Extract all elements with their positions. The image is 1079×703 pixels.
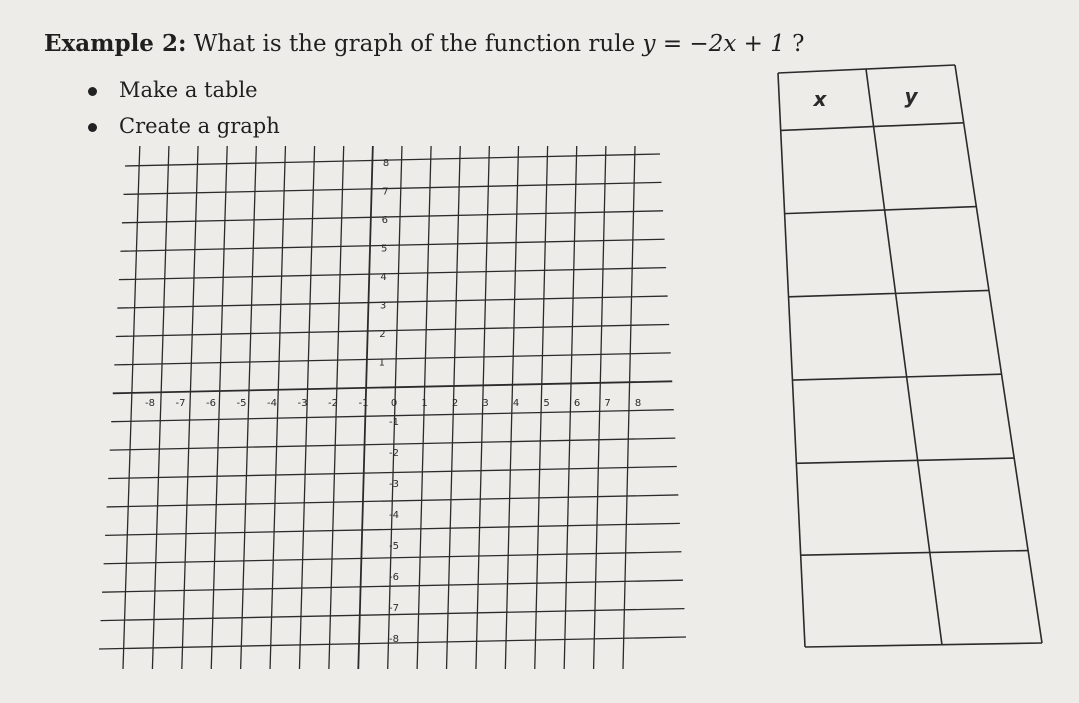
table-row-line <box>785 207 977 214</box>
y-tick-label: -4 <box>389 510 399 521</box>
y-tick-label: 3 <box>379 300 387 312</box>
x-tick-label: -8 <box>145 398 155 409</box>
grid-horizontal-line <box>105 523 680 535</box>
x-tick-label: -6 <box>206 398 216 409</box>
grid-vertical-line <box>123 146 140 669</box>
grid-vertical-line <box>623 146 635 669</box>
x-tick-label: -7 <box>175 398 186 409</box>
y-tick-label: -6 <box>389 572 399 583</box>
grid-horizontal-line <box>114 353 670 365</box>
table-row-line <box>796 458 1014 463</box>
x-tick-label: -2 <box>328 398 338 409</box>
table-row-line <box>781 123 964 131</box>
grid-horizontal-line <box>125 154 660 166</box>
example-label: Example 2: <box>44 30 187 57</box>
grid-horizontal-line <box>122 211 663 223</box>
y-tick-label: 7 <box>382 186 389 198</box>
y-tick-label: -8 <box>389 634 399 645</box>
x-tick-label: 8 <box>634 398 642 409</box>
x-tick-label: -3 <box>297 398 308 409</box>
x-tick-label: 7 <box>604 398 611 409</box>
x-tick-label: -1 <box>358 398 369 409</box>
y-tick-label: 5 <box>381 243 388 255</box>
example-question: What is the graph of the function rule <box>193 31 636 57</box>
x-tick-label: 3 <box>482 398 489 409</box>
y-tick-label: 2 <box>379 329 386 340</box>
coordinate-grid <box>99 146 686 669</box>
y-tick-label: -5 <box>389 541 399 552</box>
bullet-text: Make a table <box>119 78 258 102</box>
grid-horizontal-line <box>119 268 666 280</box>
function-rule: y = −2x + 1 <box>642 31 785 57</box>
grid-horizontal-line <box>117 296 667 308</box>
table-right-border <box>955 65 1042 643</box>
x-tick-label: 0 <box>390 398 398 409</box>
grid-horizontal-line <box>104 552 682 564</box>
table-row-line <box>792 374 1001 380</box>
x-tick-label: 4 <box>512 398 520 409</box>
xy-table <box>778 65 1042 647</box>
grid-horizontal-line <box>120 239 664 251</box>
y-tick-label: -3 <box>389 479 399 490</box>
grid-horizontal-line <box>123 182 661 194</box>
x-axis-line <box>113 381 672 393</box>
bullet-text: Create a graph <box>119 114 280 138</box>
table-bottom-border <box>805 643 1042 647</box>
y-tick-label: 6 <box>381 215 388 226</box>
question-mark: ? <box>792 31 805 57</box>
x-tick-label: 5 <box>543 398 550 409</box>
table-row-line <box>789 290 989 296</box>
y-tick-label: 8 <box>382 158 390 169</box>
y-tick-label: 4 <box>380 272 387 283</box>
y-tick-label: 1 <box>378 357 385 369</box>
y-tick-label: -7 <box>389 603 399 614</box>
x-tick-label: -4 <box>267 398 277 409</box>
table-left-border <box>778 73 805 647</box>
table-header-x: x <box>813 87 827 111</box>
table-row-line <box>801 551 1028 556</box>
table-header-y: y <box>904 84 918 108</box>
y-tick-label: -2 <box>389 448 399 459</box>
grid-horizontal-line <box>116 324 669 336</box>
table-column-divider <box>866 69 942 645</box>
x-tick-label: 6 <box>573 398 581 409</box>
x-tick-label: -5 <box>236 398 247 409</box>
x-tick-label: 1 <box>421 398 428 409</box>
x-tick-label: 2 <box>451 398 459 409</box>
y-tick-label: -1 <box>389 417 399 428</box>
